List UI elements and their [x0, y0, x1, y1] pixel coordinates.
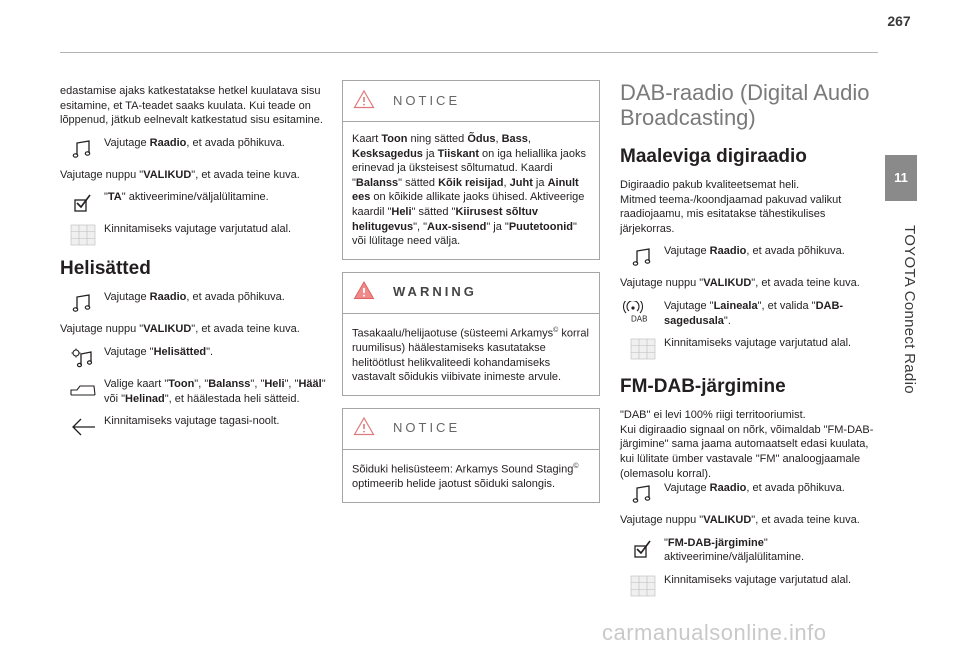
- chapter-title: TOYOTA Connect Radio: [901, 225, 918, 394]
- music-note-icon: [630, 483, 656, 505]
- warning-triangle-icon: [353, 89, 375, 114]
- options-paragraph: Vajutage nuppu "VALIKUD", et avada teine kuva.: [60, 168, 300, 181]
- back-arrow-icon: [70, 416, 96, 438]
- options-paragraph-3: Vajutage nuppu "VALIKUD", et avada teine kuva.: [620, 277, 860, 290]
- warning-triangle-filled-icon: [353, 280, 375, 305]
- column-right: [620, 80, 876, 605]
- checkbox-icon: [630, 538, 656, 560]
- page-section-title: DAB-raadio (Digital Audio Broadcasting): [620, 80, 870, 130]
- section-heading-helisatted: Helisätted: [60, 258, 151, 280]
- step-confirm-3: Kinnitamiseks vajutage varjutatud alal.: [620, 573, 876, 597]
- header-rule: [60, 52, 878, 53]
- fm-dab-paragraph: "DAB" ei levi 100% riigi territooriumist. Kui digiraadio signaal on nõrk, võimaldab "FM-DAB-järgimine" sama jaama automaatselt edasi kuulata, kui lülitate ümber vastavale "FM" analoogjaamale (olemasolu korral).: [620, 409, 874, 480]
- notice-title: NOTICE: [393, 92, 461, 108]
- step-ta-toggle: "TA" aktiveerimine/väljalülitamine.: [60, 190, 332, 214]
- step-back: Kinnitamiseks vajutage tagasi-noolt.: [60, 414, 332, 438]
- music-note-icon: [630, 246, 656, 268]
- column-left: [60, 84, 332, 446]
- chapter-tab[interactable]: 11: [885, 155, 917, 201]
- step-open-radio: Vajutage Raadio, et avada põhikuva.: [60, 136, 332, 160]
- grid-icon: [70, 224, 96, 246]
- notice-title: NOTICE: [393, 420, 461, 436]
- grid-icon: [630, 338, 656, 360]
- step-select-tab: Valige kaart "Toon", "Balanss", "Heli", "Hääl" või "Helinad", et häälestada heli sätteid.: [60, 377, 332, 406]
- step-sound-settings: Vajutage "Helisätted".: [60, 345, 332, 369]
- step-fm-dab-toggle: "FM-DAB-järgimine" aktiveerimine/väljalülitamine.: [620, 536, 876, 565]
- intro-paragraph: edastamise ajaks katkestatakse hetkel kuulatava sisu esitamine, et TA-teadet saaks kuulata. Kui teade on lõppenud, jätkub eelnevalt katkestatud sisu esitamine.: [60, 85, 323, 127]
- step-select-band: DAB Vajutage "Laineala", et valida "DAB-sagedusala".: [620, 299, 876, 328]
- step-open-radio-4: Vajutage Raadio, et avada põhikuva.: [620, 481, 876, 505]
- step-confirm: Kinnitamiseks vajutage varjutatud alal.: [60, 222, 332, 246]
- section-heading-maaleviga: Maaleviga digiraadio: [620, 146, 807, 167]
- column-middle: [342, 80, 600, 515]
- svg-text:DAB: DAB: [631, 314, 648, 323]
- warning-triangle-icon: [353, 416, 375, 441]
- grid-icon: [630, 575, 656, 597]
- step-confirm-2: Kinnitamiseks vajutage varjutatud alal.: [620, 336, 876, 360]
- notice-body: Sõiduki helisüsteem: Arkamys Sound Staging© optimeerib helide jaotust sõiduki salongis.: [352, 462, 579, 491]
- notice-body: Kaart Toon ning sätted Õdus, Bass, Kesksagedus ja Tiiskant on iga heliallika jaoks erinevad ja üksteisest sõltumatud. Kaardi "Balanss" sätted Kõik reisijad, Juht ja Ainult ees on kõikide allikate jaoks ühised. Aktiveerige kaardil "Heli" sätted "Kiirusest sõltuv helitugevus", "Aux-sisend" ja "Puutetoonid" või lülitage need välja.: [352, 133, 587, 248]
- notice-box-tone: [342, 80, 600, 260]
- watermark: carmanualsonline.info: [602, 620, 827, 645]
- options-paragraph-2: Vajutage nuppu "VALIKUD", et avada teine kuva.: [60, 323, 300, 336]
- warning-box: [342, 272, 600, 396]
- section-heading-fm-dab: FM-DAB-järgimine: [620, 376, 786, 398]
- checkbox-icon: [70, 192, 96, 214]
- settings-note-icon: [70, 347, 96, 369]
- warning-title: WARNING: [393, 284, 477, 300]
- music-note-icon: [70, 292, 96, 314]
- step-open-radio-2: Vajutage Raadio, et avada põhikuva.: [60, 290, 332, 314]
- warning-body: Tasakaalu/helijaotuse (süsteemi Arkamys© korral ruumilisus) häälestamiseks kasutatakse helitöötlust helikvaliteedi kohandamiseks vastavalt sõidukis viibivate inimeste arvule.: [352, 326, 589, 384]
- notice-box-arkamys: [342, 408, 600, 503]
- page-number: 267: [887, 13, 911, 29]
- dab-intro-paragraph: Digiraadio pakub kvaliteetsemat heli. Mitmed teema-/koondjaamad pakuvad valikut raadiojaamu, mis esitatakse tähestikulises järjekorras.: [620, 179, 842, 235]
- tab-card-icon: [70, 379, 96, 401]
- step-open-radio-3: Vajutage Raadio, et avada põhikuva.: [620, 244, 876, 268]
- dab-broadcast-icon: [620, 301, 656, 323]
- options-paragraph-4: Vajutage nuppu "VALIKUD", et avada teine kuva.: [620, 514, 860, 527]
- music-note-icon: [70, 138, 96, 160]
